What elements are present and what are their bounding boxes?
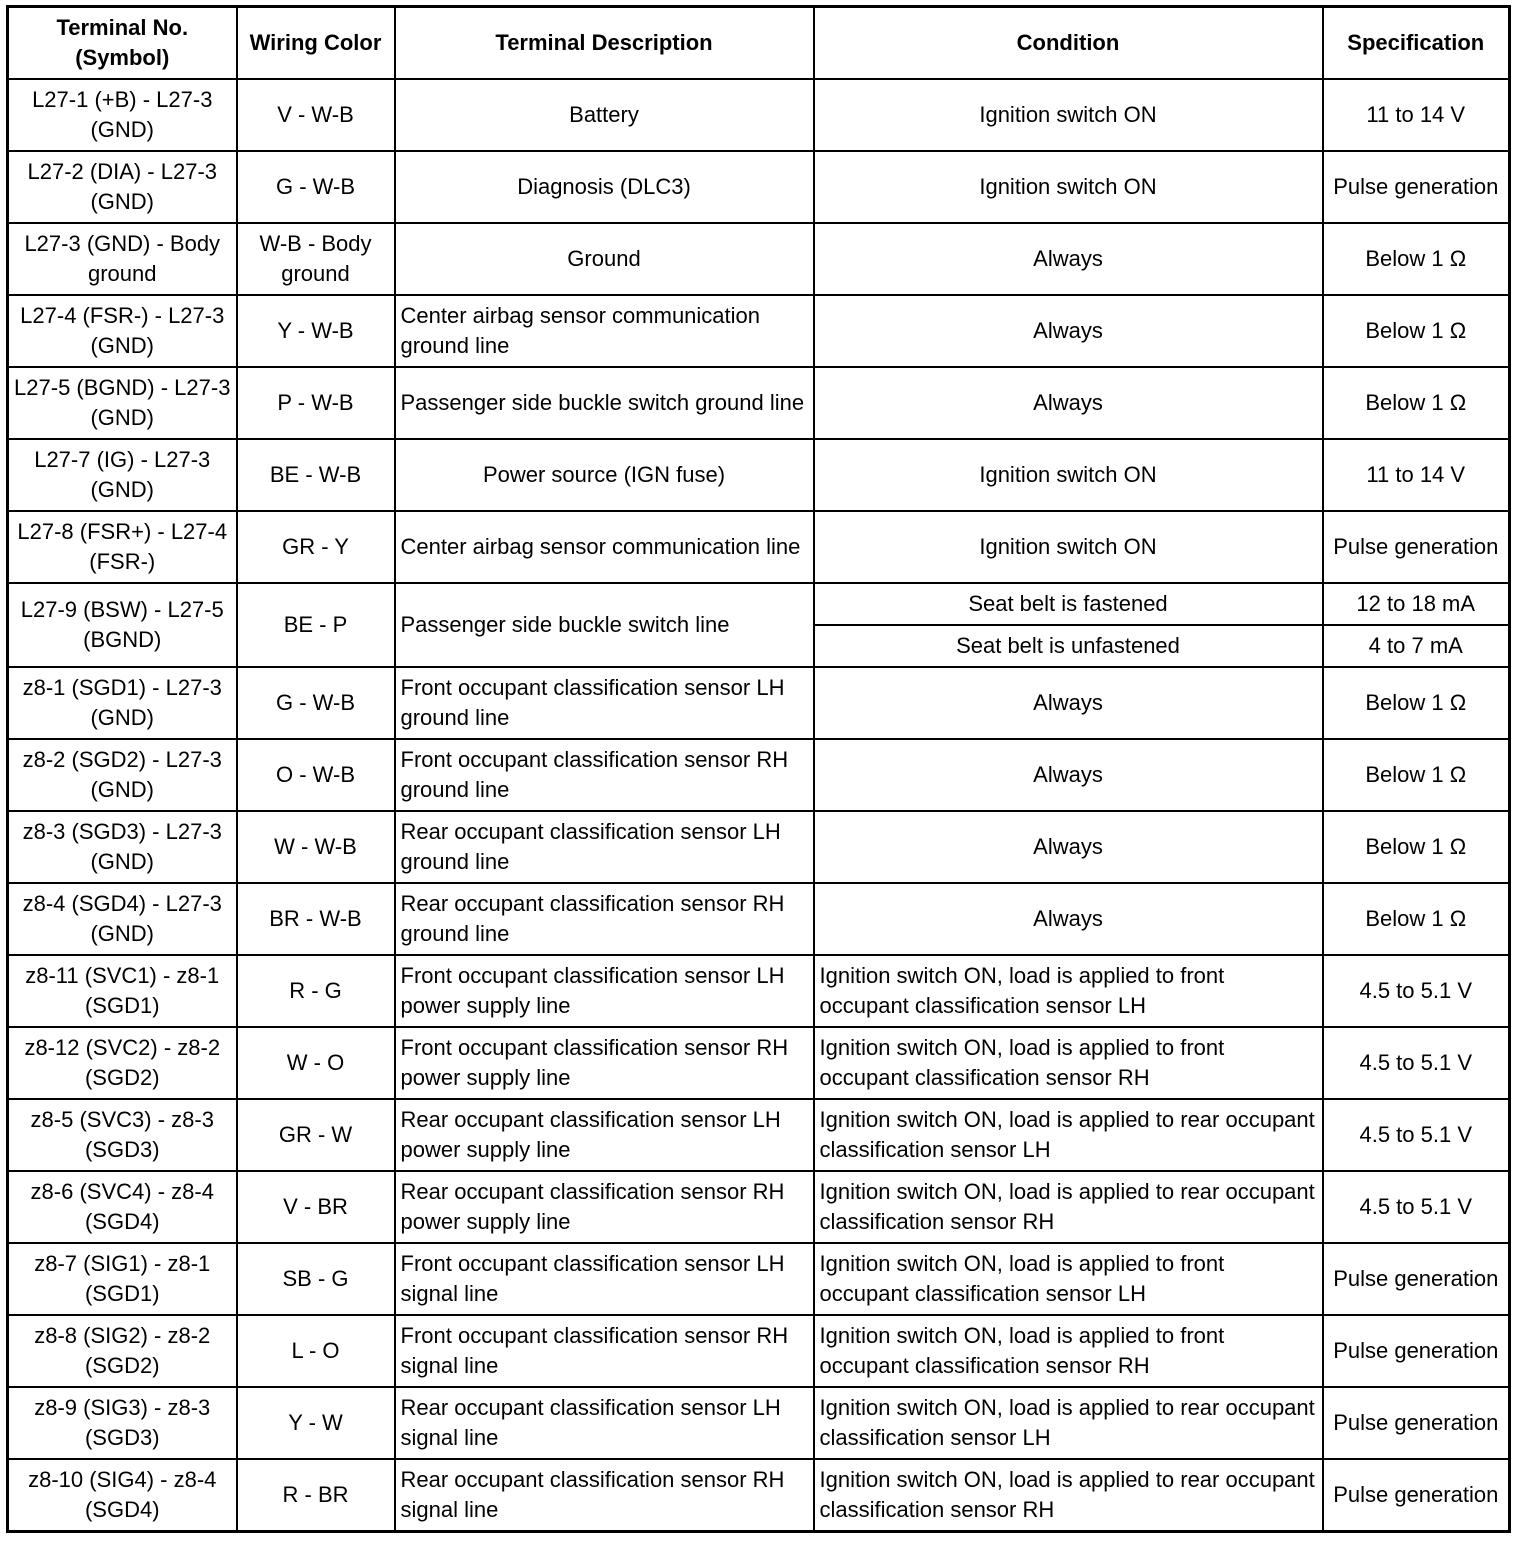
- specification-cell: 4.5 to 5.1 V: [1323, 1171, 1510, 1243]
- condition-cell: Seat belt is unfastened: [814, 625, 1323, 667]
- condition-cell: Ignition switch ON, load is applied to front occupant classification sensor LH: [814, 955, 1323, 1027]
- terminal-cell: z8-11 (SVC1) - z8-1 (SGD1): [8, 955, 237, 1027]
- terminal-cell: z8-12 (SVC2) - z8-2 (SGD2): [8, 1027, 237, 1099]
- wiring-color-cell: GR - Y: [237, 511, 395, 583]
- specification-cell: 4.5 to 5.1 V: [1323, 1027, 1510, 1099]
- wiring-color-cell: GR - W: [237, 1099, 395, 1171]
- table-row: [8, 883, 1510, 955]
- specification-cell: Pulse generation: [1323, 511, 1510, 583]
- specification-cell: Below 1 Ω: [1323, 223, 1510, 295]
- header-wiring-color: Wiring Color: [237, 7, 395, 80]
- terminal-cell: z8-10 (SIG4) - z8-4 (SGD4): [8, 1459, 237, 1532]
- condition-cell: Ignition switch ON, load is applied to rear occupant classification sensor RH: [814, 1459, 1323, 1532]
- table-row: [8, 1459, 1510, 1532]
- wiring-color-cell: Y - W-B: [237, 295, 395, 367]
- description-cell: Front occupant classification sensor RH ground line: [395, 739, 814, 811]
- terminal-cell: z8-3 (SGD3) - L27-3 (GND): [8, 811, 237, 883]
- terminal-cell: z8-1 (SGD1) - L27-3 (GND): [8, 667, 237, 739]
- table-row: [8, 739, 1510, 811]
- wiring-color-cell: G - W-B: [237, 151, 395, 223]
- specification-cell: Pulse generation: [1323, 1387, 1510, 1459]
- table-row: [8, 439, 1510, 511]
- wiring-color-cell: SB - G: [237, 1243, 395, 1315]
- header-specification: Specification: [1323, 7, 1510, 80]
- condition-cell: Ignition switch ON, load is applied to front occupant classification sensor LH: [814, 1243, 1323, 1315]
- specification-cell: Pulse generation: [1323, 1459, 1510, 1532]
- description-cell: Front occupant classification sensor RH power supply line: [395, 1027, 814, 1099]
- terminal-cell: L27-2 (DIA) - L27-3 (GND): [8, 151, 237, 223]
- terminal-cell: z8-4 (SGD4) - L27-3 (GND): [8, 883, 237, 955]
- table-row: [8, 1243, 1510, 1315]
- condition-cell: Ignition switch ON, load is applied to rear occupant classification sensor LH: [814, 1387, 1323, 1459]
- table-row: [8, 1027, 1510, 1099]
- wiring-color-cell: R - BR: [237, 1459, 395, 1532]
- description-cell: Center airbag sensor communication line: [395, 511, 814, 583]
- wiring-color-cell: G - W-B: [237, 667, 395, 739]
- terminal-cell: z8-6 (SVC4) - z8-4 (SGD4): [8, 1171, 237, 1243]
- terminal-cell: L27-1 (+B) - L27-3 (GND): [8, 79, 237, 151]
- table-row: [8, 367, 1510, 439]
- wiring-color-cell: V - BR: [237, 1171, 395, 1243]
- condition-cell: Always: [814, 295, 1323, 367]
- condition-cell: Always: [814, 883, 1323, 955]
- condition-cell: Always: [814, 667, 1323, 739]
- specification-cell: Below 1 Ω: [1323, 295, 1510, 367]
- specification-cell: Pulse generation: [1323, 1243, 1510, 1315]
- terminal-spec-table: [6, 5, 1511, 1533]
- description-cell: Front occupant classification sensor LH ground line: [395, 667, 814, 739]
- wiring-color-cell: W - W-B: [237, 811, 395, 883]
- specification-cell: Below 1 Ω: [1323, 883, 1510, 955]
- header-condition: Condition: [814, 7, 1323, 80]
- wiring-color-cell: R - G: [237, 955, 395, 1027]
- description-cell: Battery: [395, 79, 814, 151]
- specification-cell: Pulse generation: [1323, 1315, 1510, 1387]
- wiring-color-cell: L - O: [237, 1315, 395, 1387]
- terminal-cell: z8-7 (SIG1) - z8-1 (SGD1): [8, 1243, 237, 1315]
- description-cell: Front occupant classification sensor LH power supply line: [395, 955, 814, 1027]
- specification-cell: Below 1 Ω: [1323, 367, 1510, 439]
- specification-cell: Below 1 Ω: [1323, 739, 1510, 811]
- table-row: [8, 955, 1510, 1027]
- terminal-cell: z8-9 (SIG3) - z8-3 (SGD3): [8, 1387, 237, 1459]
- table-row: [8, 511, 1510, 583]
- description-cell: Center airbag sensor communication ground line: [395, 295, 814, 367]
- condition-cell: Ignition switch ON: [814, 151, 1323, 223]
- table-row: [8, 223, 1510, 295]
- condition-cell: Ignition switch ON: [814, 79, 1323, 151]
- condition-cell: Ignition switch ON, load is applied to front occupant classification sensor RH: [814, 1315, 1323, 1387]
- wiring-color-cell: V - W-B: [237, 79, 395, 151]
- description-cell: Power source (IGN fuse): [395, 439, 814, 511]
- table-row: [8, 295, 1510, 367]
- table-row: [8, 151, 1510, 223]
- wiring-color-cell: Y - W: [237, 1387, 395, 1459]
- description-cell: Rear occupant classification sensor LH power supply line: [395, 1099, 814, 1171]
- description-cell: Rear occupant classification sensor RH ground line: [395, 883, 814, 955]
- specification-cell: Pulse generation: [1323, 151, 1510, 223]
- terminal-cell: z8-8 (SIG2) - z8-2 (SGD2): [8, 1315, 237, 1387]
- terminal-cell: L27-9 (BSW) - L27-5 (BGND): [8, 583, 237, 667]
- condition-cell: Always: [814, 223, 1323, 295]
- condition-cell: Always: [814, 739, 1323, 811]
- condition-cell: Seat belt is fastened: [814, 583, 1323, 625]
- description-cell: Rear occupant classification sensor RH power supply line: [395, 1171, 814, 1243]
- condition-cell: Ignition switch ON, load is applied to rear occupant classification sensor LH: [814, 1099, 1323, 1171]
- terminal-cell: L27-5 (BGND) - L27-3 (GND): [8, 367, 237, 439]
- condition-cell: Ignition switch ON: [814, 439, 1323, 511]
- terminal-cell: L27-3 (GND) - Body ground: [8, 223, 237, 295]
- table-row: [8, 1315, 1510, 1387]
- table-row: [8, 811, 1510, 883]
- description-cell: Rear occupant classification sensor RH signal line: [395, 1459, 814, 1532]
- wiring-color-cell: BR - W-B: [237, 883, 395, 955]
- table-row: [8, 1171, 1510, 1243]
- table-row: [8, 1387, 1510, 1459]
- condition-cell: Ignition switch ON: [814, 511, 1323, 583]
- header-row: [8, 7, 1510, 80]
- terminal-cell: z8-5 (SVC3) - z8-3 (SGD3): [8, 1099, 237, 1171]
- header-terminal: Terminal No. (Symbol): [8, 7, 237, 80]
- specification-cell: 11 to 14 V: [1323, 439, 1510, 511]
- header-terminal-description: Terminal Description: [395, 7, 814, 80]
- table-row: [8, 583, 1510, 625]
- condition-cell: Always: [814, 367, 1323, 439]
- description-cell: Diagnosis (DLC3): [395, 151, 814, 223]
- table-row: [8, 79, 1510, 151]
- specification-cell: 11 to 14 V: [1323, 79, 1510, 151]
- terminal-cell: L27-7 (IG) - L27-3 (GND): [8, 439, 237, 511]
- specification-cell: 4 to 7 mA: [1323, 625, 1510, 667]
- condition-cell: Ignition switch ON, load is applied to rear occupant classification sensor RH: [814, 1171, 1323, 1243]
- description-cell: Ground: [395, 223, 814, 295]
- description-cell: Passenger side buckle switch line: [395, 583, 814, 667]
- table-row: [8, 1099, 1510, 1171]
- specification-cell: Below 1 Ω: [1323, 667, 1510, 739]
- condition-cell: Always: [814, 811, 1323, 883]
- description-cell: Rear occupant classification sensor LH ground line: [395, 811, 814, 883]
- description-cell: Front occupant classification sensor RH signal line: [395, 1315, 814, 1387]
- specification-cell: Below 1 Ω: [1323, 811, 1510, 883]
- wiring-color-cell: BE - W-B: [237, 439, 395, 511]
- description-cell: Rear occupant classification sensor LH signal line: [395, 1387, 814, 1459]
- wiring-color-cell: BE - P: [237, 583, 395, 667]
- table-row: [8, 667, 1510, 739]
- terminal-cell: L27-4 (FSR-) - L27-3 (GND): [8, 295, 237, 367]
- specification-cell: 4.5 to 5.1 V: [1323, 955, 1510, 1027]
- wiring-color-cell: W-B - Body ground: [237, 223, 395, 295]
- specification-cell: 12 to 18 mA: [1323, 583, 1510, 625]
- terminal-cell: z8-2 (SGD2) - L27-3 (GND): [8, 739, 237, 811]
- description-cell: Front occupant classification sensor LH signal line: [395, 1243, 814, 1315]
- wiring-color-cell: W - O: [237, 1027, 395, 1099]
- specification-cell: 4.5 to 5.1 V: [1323, 1099, 1510, 1171]
- description-cell: Passenger side buckle switch ground line: [395, 367, 814, 439]
- terminal-cell: L27-8 (FSR+) - L27-4 (FSR-): [8, 511, 237, 583]
- wiring-color-cell: P - W-B: [237, 367, 395, 439]
- condition-cell: Ignition switch ON, load is applied to front occupant classification sensor RH: [814, 1027, 1323, 1099]
- wiring-color-cell: O - W-B: [237, 739, 395, 811]
- terminal-spec-sheet: [6, 5, 1508, 1533]
